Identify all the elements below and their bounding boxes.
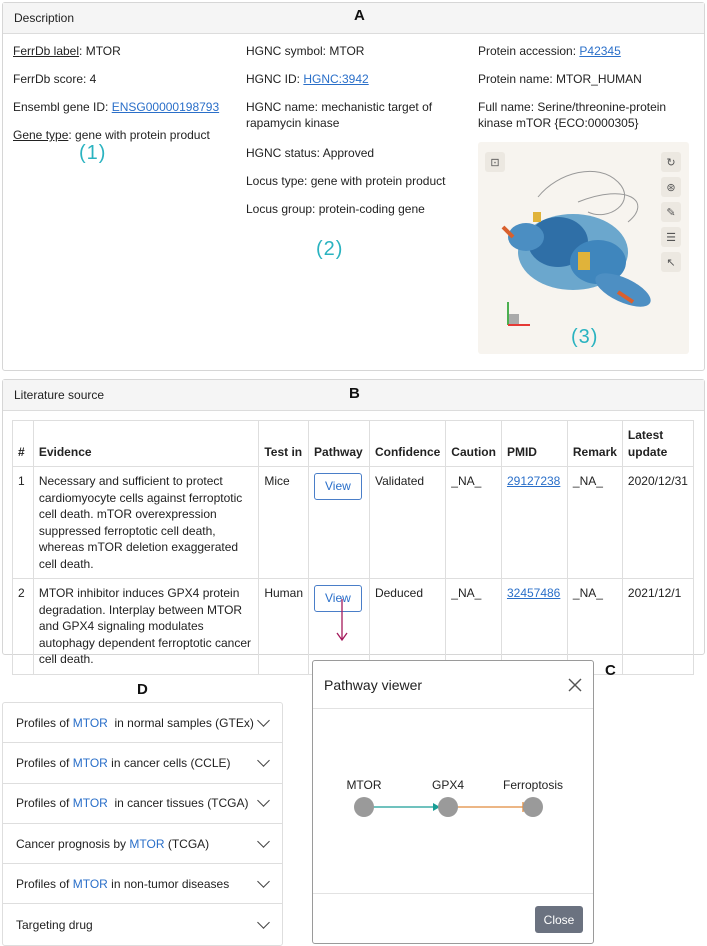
close-button[interactable]: Close xyxy=(535,906,583,933)
pathway-viewer-modal xyxy=(312,660,594,944)
accordion-item[interactable]: Profiles of MTOR in cancer cells (CCLE) xyxy=(3,743,282,783)
caution-cell: _NA_ xyxy=(446,579,502,675)
locus-type: Locus type: gene with protein product xyxy=(246,174,446,188)
hgnc-status: HGNC status: Approved xyxy=(246,146,375,160)
reset-icon[interactable]: ↻ xyxy=(661,152,681,172)
marker-3: (3) xyxy=(571,326,599,348)
label-d: D xyxy=(137,681,148,698)
node-label: GPX4 xyxy=(431,778,465,792)
controls-icon[interactable]: ☰ xyxy=(661,227,681,247)
evidence-cell: Necessary and sufficient to protect cardiomyocyte cells against ferroptotic cell death. mTOR overexpression suppressed ferroptotic cell death, whereas mTOR deletion exaggerated cell death. xyxy=(33,467,258,579)
modal-title: Pathway viewer xyxy=(324,676,423,693)
ensembl-link[interactable]: ENSG00000198793 xyxy=(111,100,220,114)
pointer-arrow xyxy=(332,597,352,647)
chevron-down-icon xyxy=(257,794,270,807)
locus-group: Locus group: protein-coding gene xyxy=(246,202,425,216)
marker-1: (1) xyxy=(79,142,107,164)
test-cell: Human xyxy=(259,579,309,675)
select-icon[interactable]: ↖ xyxy=(661,252,681,272)
literature-table xyxy=(12,420,694,675)
col-header: # xyxy=(13,421,34,467)
accordion-item[interactable]: Profiles of MTOR in normal samples (GTEx) xyxy=(3,703,282,743)
description-header: Description xyxy=(3,3,704,34)
protein-name: Protein name: MTOR_HUMAN xyxy=(478,72,642,86)
node-label: MTOR xyxy=(346,778,382,792)
remark-cell: _NA_ xyxy=(567,467,622,579)
chevron-down-icon xyxy=(257,835,270,848)
row-number: 2 xyxy=(13,579,34,675)
col-header: Pathway xyxy=(309,421,370,467)
table-header-row xyxy=(13,421,694,467)
col-header: Test in xyxy=(259,421,309,467)
col-header: PMID xyxy=(501,421,567,467)
protein-accession: Protein accession: P42345 xyxy=(478,44,621,58)
col-header: Latest update xyxy=(622,421,693,467)
label-b: B xyxy=(349,385,360,402)
update-cell: 2021/12/1 xyxy=(622,579,693,675)
hgnc-symbol: HGNC symbol: MTOR xyxy=(246,44,365,58)
accordion-item[interactable]: Profiles of MTOR in non-tumor diseases xyxy=(3,864,282,904)
node-label: Ferroptosis xyxy=(502,778,564,792)
marker-2: (2) xyxy=(316,238,344,260)
confidence-cell: Validated xyxy=(369,467,445,579)
protein-structure-image xyxy=(478,142,689,354)
chevron-down-icon xyxy=(257,714,270,727)
col-header: Caution xyxy=(446,421,502,467)
hgnc-name: HGNC name: mechanistic target of rapamycin kinase xyxy=(246,100,433,130)
col-header: Evidence xyxy=(33,421,258,467)
node-mtor[interactable] xyxy=(354,797,374,817)
caution-cell: _NA_ xyxy=(446,467,502,579)
remark-cell: _NA_ xyxy=(567,579,622,675)
pmid-link[interactable]: 29127238 xyxy=(506,474,561,488)
col-header: Confidence xyxy=(369,421,445,467)
chevron-down-icon xyxy=(257,875,270,888)
evidence-cell: MTOR inhibitor induces GPX4 protein degradation. Interplay between MTOR and GPX4 signaling modulates autophagy dependent ferroptotic cancer cell death. xyxy=(33,579,258,675)
row-number: 1 xyxy=(13,467,34,579)
ensembl-gene-id: Ensembl gene ID: ENSG00000198793 xyxy=(13,100,220,114)
accession-link[interactable]: P42345 xyxy=(579,44,621,58)
structure-viewer[interactable] xyxy=(478,142,689,354)
label-c: C xyxy=(605,662,616,679)
col-header: Remark xyxy=(567,421,622,467)
ferrdb-score: FerrDb score: 4 xyxy=(13,72,97,86)
test-cell: Mice xyxy=(259,467,309,579)
gene-type: Gene type: gene with protein product xyxy=(13,128,210,142)
node-gpx4[interactable] xyxy=(438,797,458,817)
close-icon[interactable] xyxy=(568,678,582,692)
profiles-accordion xyxy=(2,702,283,946)
screenshot-icon[interactable]: ⊡ xyxy=(485,152,505,172)
hgnc-id: HGNC ID: HGNC:3942 xyxy=(246,72,369,86)
chevron-down-icon xyxy=(257,754,270,767)
view-pathway-button[interactable]: View xyxy=(314,473,362,500)
table-row xyxy=(13,467,694,579)
literature-header: Literature source xyxy=(3,380,704,411)
view-pathway-button[interactable]: View xyxy=(314,585,362,612)
hgnc-link[interactable]: HGNC:3942 xyxy=(303,72,369,86)
pmid-link[interactable]: 32457486 xyxy=(506,586,561,600)
expand-icon[interactable]: ⊛ xyxy=(661,177,681,197)
accordion-item[interactable]: Targeting drug xyxy=(3,904,282,944)
settings-icon[interactable]: ✎ xyxy=(661,202,681,222)
confidence-cell: Deduced xyxy=(369,579,445,675)
update-cell: 2020/12/31 xyxy=(622,467,693,579)
node-ferroptosis[interactable] xyxy=(523,797,543,817)
ferrdb-label: FerrDb label: MTOR xyxy=(13,44,121,58)
accordion-item[interactable]: Cancer prognosis by MTOR (TCGA) xyxy=(3,824,282,864)
full-name: Full name: Serine/threonine-protein kinase mTOR {ECO:0000305} xyxy=(478,100,667,130)
chevron-down-icon xyxy=(257,916,270,929)
pathway-graph xyxy=(313,771,593,911)
label-a: A xyxy=(354,7,365,24)
accordion-item[interactable]: Profiles of MTOR in cancer tissues (TCGA) xyxy=(3,784,282,824)
